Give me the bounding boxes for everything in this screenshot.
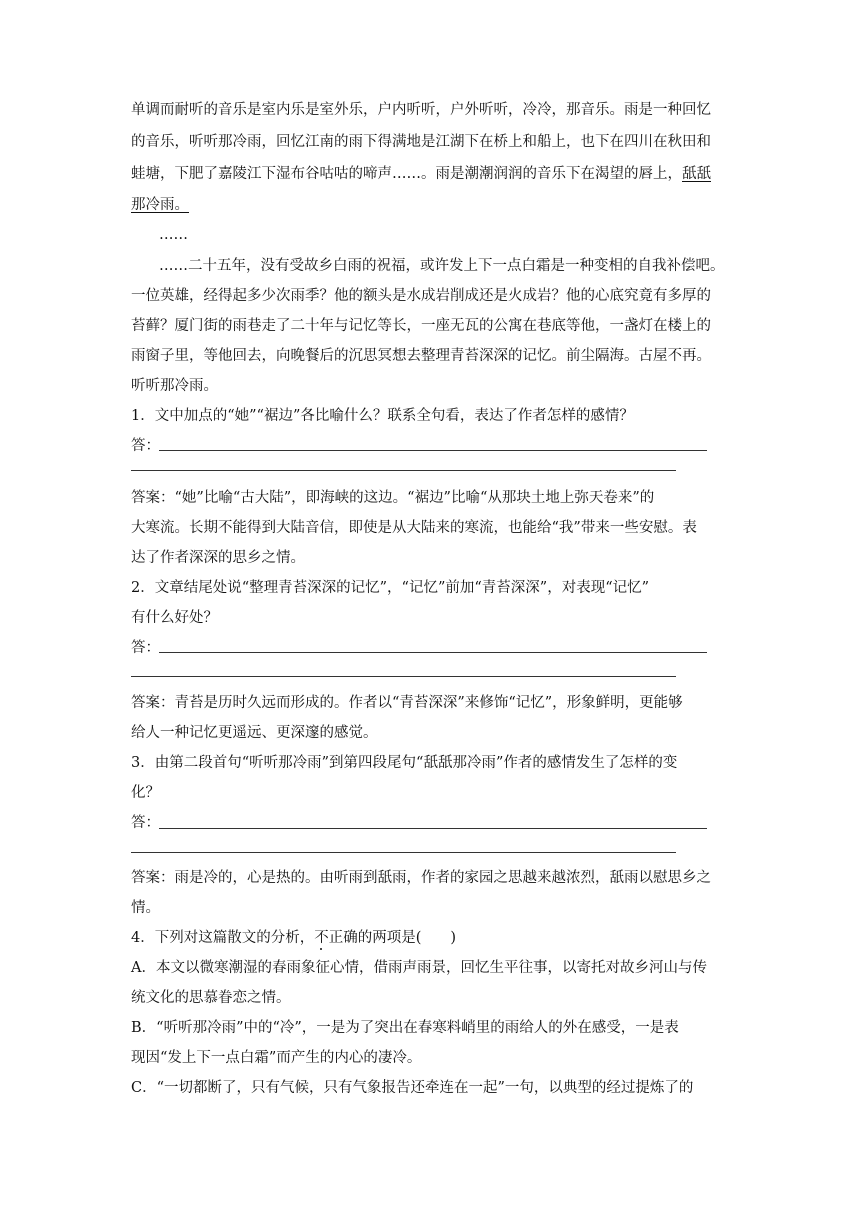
question-3-cont: 化？ xyxy=(131,785,160,801)
emphasized-char: 不 xyxy=(314,930,329,946)
passage-line: 雨窗子里，等他回去，向晚餐后的沉思冥想去整理青苔深深的记忆。前尘隔海。古屋不再。 xyxy=(131,348,711,364)
answer-blank-line[interactable] xyxy=(131,470,676,471)
answer-blank-line[interactable] xyxy=(159,450,707,451)
answer-blank-line[interactable] xyxy=(131,852,676,853)
answer-text: 答案：青苔是历时久远而形成的。作者以“青苔深深”来修饰“记忆”，形象鲜明，更能够 xyxy=(131,695,683,711)
answer-text: 答案：雨是冷的，心是热的。由听雨到舐雨，作者的家园之思越来越浓烈，舐雨以慰思乡之 xyxy=(131,870,711,886)
passage-line xyxy=(131,164,711,184)
underlined-line: 那冷雨。 xyxy=(131,197,189,213)
passage-line: 苔藓？厦门街的雨巷走了二十年与记忆等长，一座无瓦的公寓在巷底等他，一盏灯在楼上的 xyxy=(131,318,711,334)
answer-text: 大寒流。长期不能得到大陆音信，即使是从大陆来的寒流，也能给“我”带来一些安慰。表 xyxy=(131,520,697,536)
question-4-text: 正确的两项是( ) xyxy=(328,930,457,946)
option-a: A．本文以微寒潮湿的春雨象征心情，借雨声雨景，回忆生平往事，以寄托对故乡河山与传 xyxy=(131,960,707,976)
question-4-text: 4．下列对这篇散文的分析， xyxy=(131,930,315,946)
passage-line: 单调而耐听的音乐是室内乐是室外乐，户内听听，户外听听，冷冷，那音乐。雨是一种回忆 xyxy=(131,102,711,118)
answer-label: 答： xyxy=(131,438,160,454)
answer-text: 答案：“她”比喻“古大陆”，即海峡的这边。“裾边”比喻“从那块土地上弥天卷来”的 xyxy=(131,490,655,506)
answer-text: 达了作者深深的思乡之情。 xyxy=(131,550,305,566)
question-2-cont: 有什么好处？ xyxy=(131,610,218,626)
passage-line: 的音乐，听听那冷雨，回忆江南的雨下得满地是江湖下在桥上和船上，也下在四川在秋田和 xyxy=(131,134,711,150)
passage-line: ……二十五年，没有受故乡白雨的祝福，或许发上下一点白霜是一种变相的自我补偿吧。 xyxy=(159,258,725,274)
option-c: C．“一切都断了，只有气候，只有气象报告还牵连在一起”一句，以典型的经过提炼了的 xyxy=(131,1080,694,1096)
question-2: 2．文章结尾处说“整理青苔深深的记忆”，“记忆”前加“青苔深深”，对表现“记忆” xyxy=(131,580,650,596)
answer-label: 答： xyxy=(131,640,160,656)
option-a-cont: 统文化的思慕眷恋之情。 xyxy=(131,990,291,1006)
question-3: 3．由第二段首句“听听那冷雨”到第四段尾句“舐舐那冷雨”作者的感情发生了怎样的变 xyxy=(131,755,678,771)
question-1: 1．文中加点的“她”“裾边”各比喻什么？联系全句看，表达了作者怎样的感情？ xyxy=(131,408,634,424)
option-b-cont: 现因“发上下一点白霜”而产生的内心的凄冷。 xyxy=(131,1050,422,1066)
ellipsis-line: …… xyxy=(159,227,188,243)
answer-text: 给人一种记忆更遥远、更深邃的感觉。 xyxy=(131,725,378,741)
answer-label: 答： xyxy=(131,815,160,831)
answer-text: 情。 xyxy=(131,900,160,916)
answer-blank-line[interactable] xyxy=(159,652,707,653)
option-b: B．“听听那冷雨”中的“冷”，一是为了突出在春寒料峭里的雨给人的外在感受，一是表 xyxy=(131,1020,679,1036)
answer-blank-line[interactable] xyxy=(131,676,676,677)
answer-blank-line[interactable] xyxy=(159,828,707,829)
passage-text: 蛙塘，下肥了嘉陵江下湿布谷咕咕的啼声……。雨是潮潮润润的音乐下在渴望的唇上， xyxy=(131,166,682,182)
underlined-text: 舐舐 xyxy=(682,166,711,182)
passage-line: 一位英雄，经得起多少次雨季？他的额头是水成岩削成还是火成岩？他的心底究竟有多厚的 xyxy=(131,288,711,304)
passage-line: 听听那冷雨。 xyxy=(131,378,218,394)
question-4 xyxy=(131,928,456,948)
